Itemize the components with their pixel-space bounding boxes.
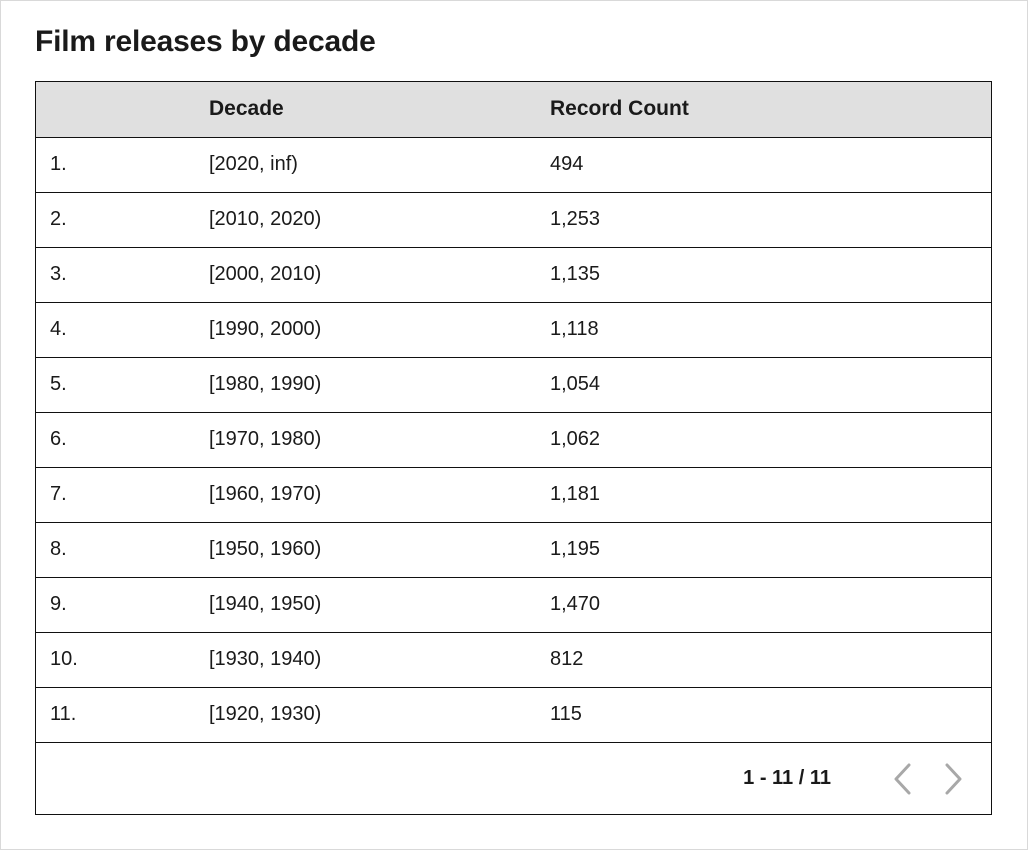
cell-record-count: 115	[550, 703, 582, 726]
page-title: Film releases by decade	[35, 25, 376, 58]
row-index: 3.	[50, 263, 67, 285]
chevron-right-icon[interactable]	[931, 757, 975, 801]
cell-record-count: 1,253	[550, 208, 601, 230]
table-row	[36, 357, 991, 412]
cell-decade: [2020, inf)	[209, 153, 298, 175]
row-index: 2.	[50, 208, 67, 230]
cell-decade: [1960, 1970)	[209, 483, 322, 505]
cell-record-count: 1,054	[550, 373, 601, 395]
chevron-left-icon[interactable]	[881, 757, 925, 801]
cell-decade: [1990, 2000)	[209, 318, 322, 340]
table-header-row	[36, 82, 991, 137]
row-index: 1.	[50, 153, 67, 175]
column-header-record-count: Record Count	[546, 82, 991, 137]
cell-record-count: 1,062	[550, 428, 601, 450]
results-table	[36, 82, 991, 742]
cell-record-count: 494	[550, 153, 584, 175]
table-row	[36, 137, 991, 192]
cell-decade: [2000, 2010)	[209, 263, 322, 285]
column-header-decade: Decade	[206, 82, 546, 137]
cell-decade: [1930, 1940)	[209, 648, 322, 670]
table-body	[36, 137, 991, 742]
row-index: 5.	[50, 373, 67, 395]
table-row	[36, 577, 991, 632]
row-index: 4.	[50, 318, 67, 340]
cell-decade: [1940, 1950)	[209, 593, 322, 615]
table-row	[36, 412, 991, 467]
row-index: 10.	[50, 648, 78, 670]
cell-decade: [1920, 1930)	[209, 703, 322, 726]
cell-record-count: 1,195	[550, 538, 601, 560]
table-row	[36, 687, 991, 742]
row-index: 7.	[50, 483, 67, 505]
cell-decade: [2010, 2020)	[209, 208, 322, 230]
cell-record-count: 1,135	[550, 263, 601, 285]
pagination-range-label: 1 - 11 / 11	[743, 767, 831, 789]
pagination-bar	[36, 742, 991, 814]
cell-decade: [1950, 1960)	[209, 538, 322, 560]
row-index: 8.	[50, 538, 67, 560]
row-index: 9.	[50, 593, 67, 615]
row-index: 11.	[50, 703, 77, 726]
table-row	[36, 247, 991, 302]
cell-decade: [1970, 1980)	[209, 428, 322, 450]
cell-record-count: 812	[550, 648, 584, 670]
cell-record-count: 1,470	[550, 593, 601, 615]
table-row	[36, 467, 991, 522]
table-row	[36, 302, 991, 357]
results-table-container	[35, 81, 992, 815]
cell-decade: [1980, 1990)	[209, 373, 322, 395]
row-index: 6.	[50, 428, 67, 450]
table-row	[36, 522, 991, 577]
table-row	[36, 632, 991, 687]
cell-record-count: 1,181	[550, 483, 601, 505]
column-header-index	[36, 82, 206, 137]
table-row	[36, 192, 991, 247]
table-header	[36, 82, 991, 137]
cell-record-count: 1,118	[550, 318, 599, 340]
